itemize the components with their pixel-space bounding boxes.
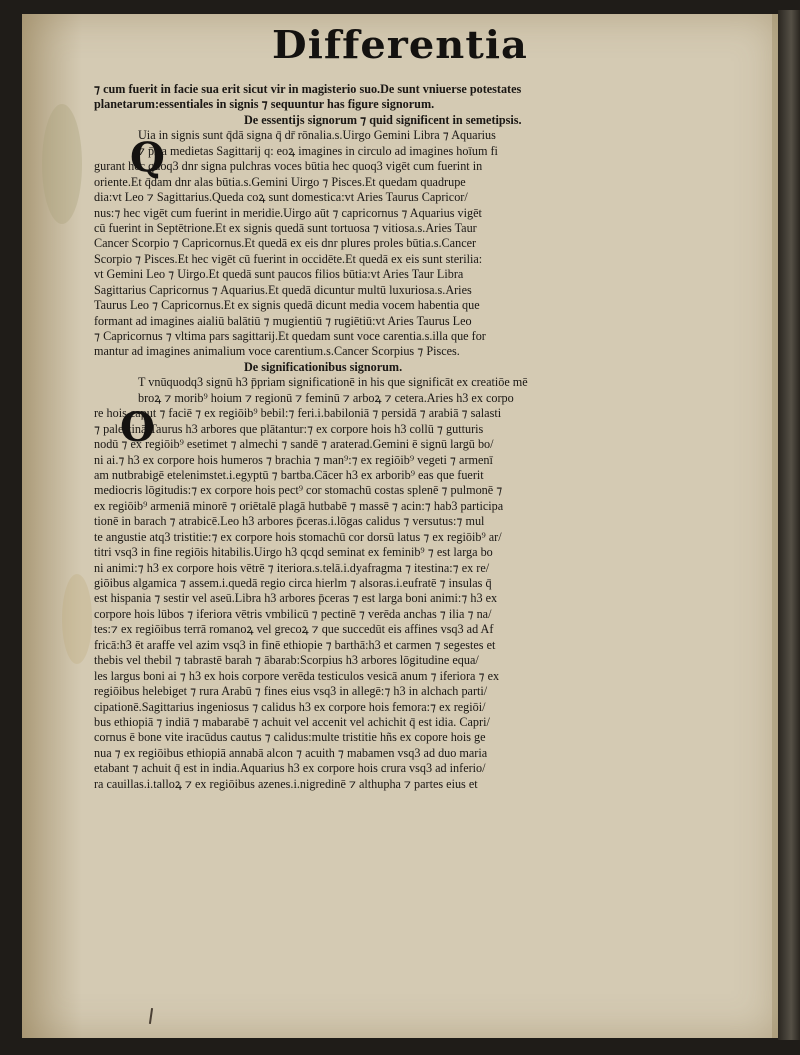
text-line: planetarum:essentiales in signis ⁊ sequuntur has figure signorum. <box>94 97 435 112</box>
initial-letter-q: Q <box>130 134 165 181</box>
text-line: Uia in signis sunt q̄dā signa q̄ dr̄ rōnalia.s.Uirgo Gemini Libra ⁊ Aquarius <box>138 128 496 143</box>
text-line: cipationē.Sagittarius ingeniosus ⁊ calidus h3 ex corpore hois femora:⁊ ex regiōi/ <box>94 699 486 714</box>
text-line: mantur ad imagines animalium voce carentium.s.Cancer Scorpius ⁊ Pisces. <box>94 344 460 359</box>
text-line: giōibus algamica ⁊ assem.i.quedā regio circa hierlm ⁊ alsoras.i.eufratē ⁊ insulas q̄ <box>94 576 492 590</box>
text-line: De essentijs signorum ⁊ quid significent in semetipsis. <box>244 112 522 127</box>
initial-letter-o: O <box>120 404 155 451</box>
page-stain-gutter <box>22 14 82 1038</box>
text-line: tes:⁊ ex regiōibus terrā romanoꝝ vel grecoꝝ ⁊ que succedūt eis affines vsq3 ad Af <box>94 622 494 637</box>
text-line: nus:⁊ hec vigēt cum fuerint in meridie.Uirgo aūt ⁊ capricornus ⁊ Aquarius vigēt <box>94 205 482 220</box>
text-line: tionē in barach ⁊ atrabicē.Leo h3 arbores p̄ceras.i.lōgas calidus ⁊ versutus:⁊ mul <box>94 514 485 529</box>
text-line: gurant hec quoq3 dnr signa pulchras voces būtia hec quoq3 vigēt cum fuerint in <box>94 159 483 174</box>
text-line: corpore hois lūbos ⁊ iferiora vētris vmbilicū ⁊ pectinē ⁊ verēda anchas ⁊ ilia ⁊ na/ <box>94 606 492 621</box>
text-line: ⁊ cum fuerit in facie sua erit sicut vir in magisterio suo.De sunt vniuerse potestates <box>94 82 522 96</box>
text-line: Sagittarius Capricornus ⁊ Aquarius.Et quedā dicuntur multū luxuriosa.s.Aries <box>94 282 472 297</box>
text-line: ni animi:⁊ h3 ex corpore hois vētrē ⁊ iteriora.s.telā.i.dyafragma ⁊ itestina:⁊ ex re/ <box>94 560 490 575</box>
text-line: nua ⁊ ex regiōibus ethiopiā annabā alcon ⁊ acuith ⁊ mabamen vsq3 ad duo maria <box>94 745 488 760</box>
text-line: cū fuerint in Septētrione.Et ex signis quedā sunt tortuosa ⁊ vitiosa.s.Aries Taur <box>94 220 477 235</box>
facing-page-edge <box>778 10 800 1040</box>
text-line: re hois caput ⁊ faciē ⁊ ex regiōib⁹ bebil:⁊ feri.i.babiloniā ⁊ persidā ⁊ arabiā ⁊ salasti <box>94 406 502 421</box>
text-line: regiōibus helebiget ⁊ rura Arabū ⁊ fines eius vsq3 in allegē:⁊ h3 in alchach parti/ <box>94 684 488 699</box>
text-line: vt Gemini Leo ⁊ Uirgo.Et quedā sunt paucos filios būtia:vt Aries Taur Libra <box>94 267 464 282</box>
text-block <box>94 82 716 792</box>
text-line: dia:vt Leo ⁊ Sagittarius.Queda coꝝ sunt domestica:vt Aries Taurus Capricor/ <box>94 190 468 205</box>
text-line: etabant ⁊ achuit q̄ est in india.Aquarius h3 ex corpore hois crura vsq3 ad inferio/ <box>94 761 486 776</box>
text-line: ⁊ Capricornus ⁊ vltima pars sagittarij.Et quedam sunt voce carentia.s.illa que for <box>94 329 486 343</box>
text-line: mediocris lōgitudis:⁊ ex corpore hois pect⁹ cor stomachū costas splenē ⁊ pulmonē ⁊ <box>94 483 503 498</box>
text-line: oriente.Et q̄dam dnr alas būtia.s.Gemini Uirgo ⁊ Pisces.Et quedam quadrupe <box>94 174 466 189</box>
text-line: nodū ⁊ ex regiōib⁹ esetimet ⁊ almechi ⁊ sandē ⁊ araterad.Gemini ē signū largū bo/ <box>94 437 494 452</box>
text-line: ex regiōib⁹ armeniā minorē ⁊ oriētalē plagā hutbabē ⁊ massē ⁊ acin:⁊ hab3 participa <box>94 498 504 513</box>
text-line: cornus ē bone vite iracūdus cautus ⁊ calidus:multe tristitie hñs ex copore hois ge <box>94 730 486 745</box>
text-line: formant ad imagines aialiū balātiū ⁊ mugientiū ⁊ rugiētiū:vt Aries Taurus Leo <box>94 313 472 328</box>
text-line: Scorpio ⁊ Pisces.Et hec vigēt cū fuerint in occidēte.Et quedā ex eis sunt sterilia: <box>94 251 483 266</box>
text-line: est hispania ⁊ sestir vel aseū.Libra h3 arbores p̄ceras ⁊ est larga boni animi:⁊ h3 ex <box>94 591 498 606</box>
text-line: les largus boni ai ⁊ h3 ex hois corpore verēda testiculos vesicā anum ⁊ iferiora ⁊ ex <box>94 668 500 683</box>
text-line: broꝝ ⁊ morib⁹ hoium ⁊ regionū ⁊ feminū ⁊ arboꝝ ⁊ cetera.Aries h3 ex corpo <box>138 390 514 405</box>
text-line: ni ai.⁊ h3 ex corpore hois humeros ⁊ brachia ⁊ man⁹:⁊ ex regiōib⁹ vegeti ⁊ armenī <box>94 452 493 467</box>
text-line: bus ethiopiā ⁊ indiā ⁊ mabarabē ⁊ achuit vel accenit vel achichit q̄ est idia. Capri/ <box>94 714 490 729</box>
text-line: fricā:h3 ēt araffe vel azim vsq3 in finē ethiopie ⁊ barthā:h3 et carmen ⁊ segestes et <box>94 637 496 652</box>
text-line: Cancer Scorpio ⁊ Capricornus.Et quedā ex eis dnr plures proles būtia.s.Cancer <box>94 236 477 251</box>
running-head-title: Differentia <box>272 22 528 67</box>
text-line: De significationibus signorum. <box>244 359 403 374</box>
text-line: ⁊ palestinā.Taurus h3 arbores que plātantur:⁊ ex corpore hois h3 collū ⁊ gutturis <box>94 421 484 436</box>
page-stain-upper <box>42 104 82 224</box>
text-line: Taurus Leo ⁊ Capricornus.Et ex signis quedā dicunt media vocem habentia que <box>94 298 480 313</box>
text-line: T vnūquodq3 signū h3 p̄priam significationē in his que significāt ex creatiōe mē <box>138 375 528 390</box>
text-line: titri vsq3 in fine regiōis hitabilis.Uirgo h3 qcqd seminat ex feminib⁹ ⁊ est larga bo <box>94 545 493 560</box>
text-line: thebis vel thebil ⁊ tabrastē barah ⁊ ābarab:Scorpius h3 arbores lōgitudine equa/ <box>94 653 479 668</box>
text-line: te angustie atq3 tristitie:⁊ ex corpore hois stomachū cor dorsū latus ⁊ ex regiōib⁹ ar/ <box>94 529 502 544</box>
page-stain-lower <box>62 574 92 664</box>
text-line: ra cauillas.i.talloꝝ ⁊ ex regiōibus azenes.i.nigredinē ⁊ althupha ⁊ partes eius et <box>94 776 478 791</box>
text-line: am nutbrabigē etelenimstet.i.egyptū ⁊ bartba.Cācer h3 ex arborib⁹ eas que fuerit <box>94 467 484 482</box>
text-line: ⁊ p̄ria medietas Sagittarij q: eoꝝ imagines in circulo ad imagines hoīum fi <box>138 143 498 158</box>
